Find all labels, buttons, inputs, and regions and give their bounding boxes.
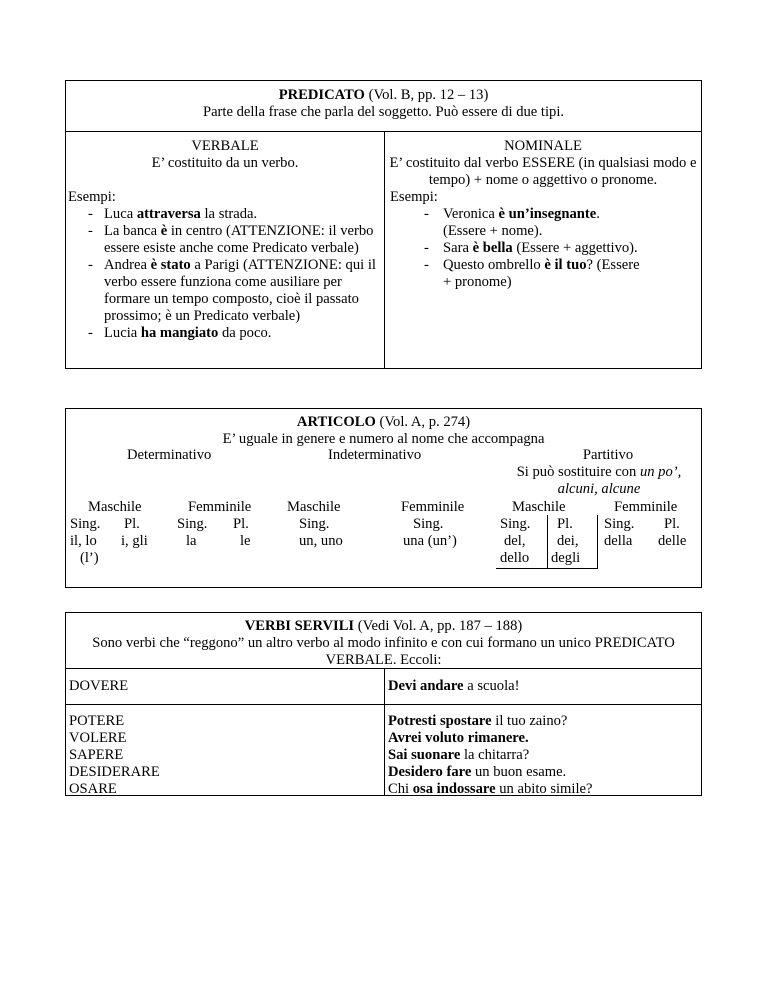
servili-subtitle-1: Sono verbi che “reggono” un altro verbo al modo infinito e con cui formano un unico PREDICATO — [92, 635, 675, 651]
verbale-heading: VERBALE — [191, 138, 259, 154]
verb-osare: OSARE — [69, 781, 117, 797]
par-m-pl-label: Pl. — [557, 516, 573, 532]
det-f-pl-label: Pl. — [233, 516, 249, 532]
verbale-examples — [66, 206, 384, 342]
par-m-pl-1: dei, — [557, 533, 579, 549]
partitivo-heading: Partitivo — [582, 447, 634, 463]
predicato-title: PREDICATO — [278, 87, 365, 103]
example-potere: Potresti spostare il tuo zaino? — [388, 713, 568, 729]
par-femminile: Femminile — [614, 499, 678, 515]
determinativo-heading: Determinativo — [127, 447, 212, 463]
articolo-subtitle: E’ uguale in genere e numero al nome che accompagna — [222, 431, 545, 447]
predicato-ref: (Vol. B, pp. 12 – 13) — [368, 87, 489, 103]
det-f-pl: le — [240, 533, 251, 549]
verbale-column — [66, 138, 384, 342]
example-osare: Chi osa indossare un abito simile? — [388, 781, 593, 797]
nominale-desc: E’ costituito dal verbo ESSERE (in qualsiasi modo e tempo) + nome o aggettivo o pronome. — [389, 155, 697, 188]
par-f-sing-label: Sing. — [604, 516, 635, 532]
servili-title: VERBI SERVILI — [244, 618, 355, 634]
ind-maschile: Maschile — [287, 499, 341, 515]
list-item: - Questo ombrello è il tuo? (Essere + pronome) — [384, 257, 642, 291]
verb-sapere: SAPERE — [69, 747, 124, 763]
servili-table — [65, 612, 702, 796]
list-item: - Luca attraversa la strada. — [66, 206, 376, 223]
ind-f-sing: una (un’) — [403, 533, 457, 549]
nominale-column — [384, 138, 702, 291]
servili-row-line — [66, 704, 702, 705]
par-m-pl-2: degli — [551, 550, 581, 566]
articolo-title: ARTICOLO — [296, 414, 376, 430]
par-f-pl-label: Pl. — [664, 516, 680, 532]
par-m-sing-2: dello — [500, 550, 530, 566]
list-item: - Veronica è un’insegnante. (Essere + nome). — [384, 206, 642, 240]
verbale-examples-label: Esempi: — [68, 189, 116, 205]
ind-m-sing-label: Sing. — [299, 516, 330, 532]
det-f-sing-label: Sing. — [177, 516, 208, 532]
par-bottom-line — [496, 568, 598, 569]
predicato-header — [66, 81, 701, 132]
verb-volere: VOLERE — [69, 730, 127, 746]
nominale-examples-label: Esempi: — [390, 189, 438, 205]
partitivo-note: Si può sostituire con un po’, alcuni, alcune — [516, 464, 682, 497]
det-femminile: Femminile — [188, 499, 252, 515]
par-maschile: Maschile — [512, 499, 566, 515]
servili-title-line — [66, 618, 701, 635]
predicato-subtitle: Parte della frase che parla del soggetto. Può essere di due tipi. — [202, 104, 565, 120]
predicato-title-line — [66, 87, 701, 104]
list-item: - Lucia ha mangiato da poco. — [66, 325, 376, 342]
det-m-sing-2: (l’) — [80, 550, 99, 566]
verb-desiderare: DESIDERARE — [69, 764, 160, 780]
servili-divider — [384, 669, 385, 796]
verb-potere: POTERE — [69, 713, 125, 729]
ind-f-sing-label: Sing. — [413, 516, 444, 532]
par-m-sing-label: Sing. — [500, 516, 531, 532]
ind-m-sing: un, uno — [299, 533, 343, 549]
par-f-pl: delle — [658, 533, 687, 549]
det-m-pl-label: Pl. — [124, 516, 140, 532]
par-col-divider-2 — [597, 515, 598, 568]
par-f-sing: della — [604, 533, 633, 549]
example-dovere: Devi andare a scuola! — [388, 678, 520, 694]
articolo-ref: (Vol. A, p. 274) — [379, 414, 471, 430]
example-volere: Avrei voluto rimanere. — [388, 730, 529, 746]
indeterminativo-heading: Indeterminativo — [328, 447, 422, 463]
nominale-heading: NOMINALE — [504, 138, 582, 154]
det-m-pl: i, gli — [121, 533, 148, 549]
nominale-examples — [384, 206, 702, 291]
par-m-sing-1: del, — [504, 533, 526, 549]
par-col-divider-1 — [547, 515, 548, 568]
ind-femminile: Femminile — [401, 499, 465, 515]
det-maschile: Maschile — [88, 499, 142, 515]
servili-ref: (Vedi Vol. A, pp. 187 – 188) — [357, 618, 523, 634]
det-m-sing-1: il, lo — [70, 533, 97, 549]
articolo-table — [65, 408, 702, 588]
list-item: - Andrea è stato a Parigi (ATTENZIONE: qui il verbo essere funziona come ausiliare per formare un tempo composto, cioè il passato prossimo; è un Predicato verbale) — [66, 257, 376, 325]
servili-subtitle-2: VERBALE. Eccoli: — [325, 652, 442, 668]
example-sapere: Sai suonare la chitarra? — [388, 747, 530, 763]
verbale-desc: E’ costituito da un verbo. — [151, 155, 299, 171]
det-m-sing-label: Sing. — [70, 516, 101, 532]
verb-dovere: DOVERE — [69, 678, 129, 694]
predicato-table — [65, 80, 702, 369]
example-desiderare: Desidero fare un buon esame. — [388, 764, 567, 780]
servili-header — [66, 613, 701, 669]
list-item: - Sara è bella (Essere + aggettivo). — [384, 240, 642, 257]
det-f-sing: la — [186, 533, 197, 549]
list-item: - La banca è in centro (ATTENZIONE: il verbo essere esiste anche come Predicato verbale) — [66, 223, 376, 257]
articolo-title-line — [66, 414, 701, 431]
